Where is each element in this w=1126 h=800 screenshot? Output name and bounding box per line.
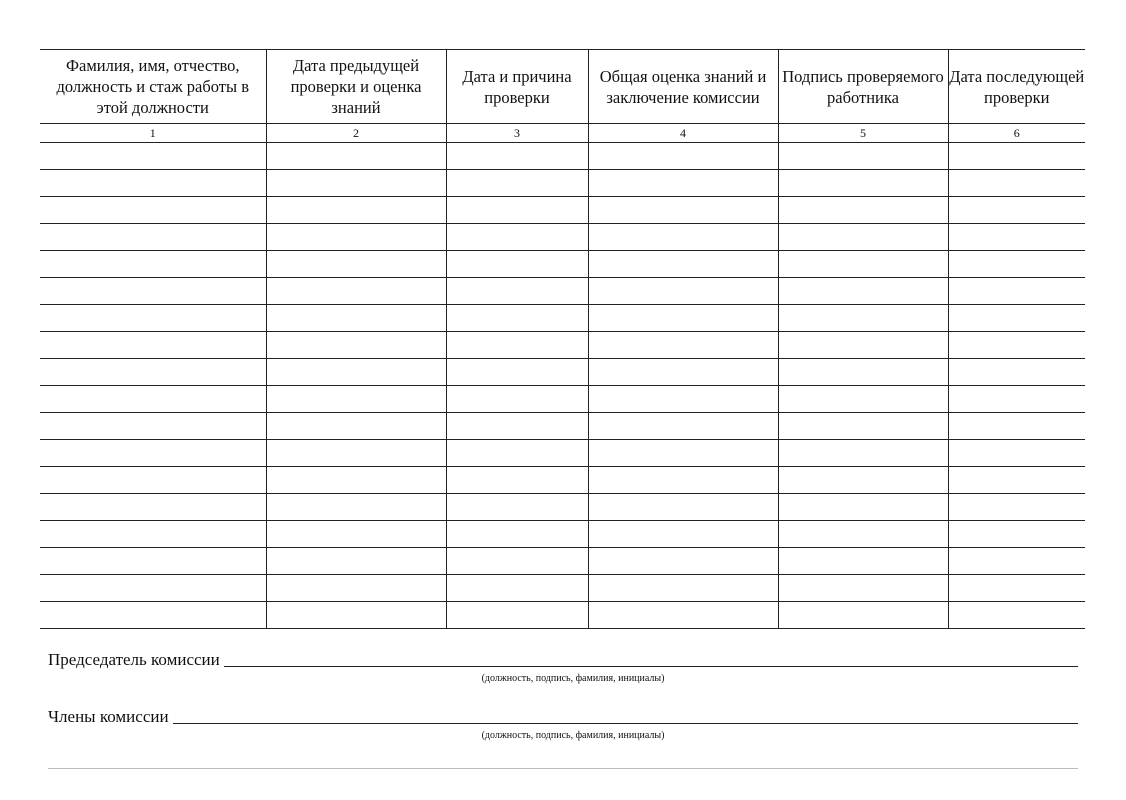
table-cell[interactable]	[778, 521, 948, 548]
table-cell[interactable]	[40, 602, 266, 629]
table-cell[interactable]	[778, 602, 948, 629]
table-cell[interactable]	[778, 467, 948, 494]
header-full-name-position: Фамилия, имя, отчество, должность и стаж работы в этой должности	[40, 50, 266, 124]
table-cell[interactable]	[778, 359, 948, 386]
table-cell[interactable]	[266, 170, 446, 197]
table-body	[40, 143, 1085, 629]
column-number-row	[40, 124, 1085, 143]
table-cell[interactable]	[446, 224, 588, 251]
table-row	[40, 521, 1085, 548]
column-number: 4	[588, 124, 778, 143]
table-cell[interactable]	[40, 494, 266, 521]
table-row	[40, 170, 1085, 197]
members-label: Члены комиссии	[48, 707, 169, 726]
table-cell[interactable]	[948, 386, 1085, 413]
table-cell[interactable]	[588, 359, 778, 386]
table-cell[interactable]	[266, 197, 446, 224]
members-signature-line[interactable]	[173, 709, 1078, 724]
table-cell[interactable]	[446, 548, 588, 575]
table-cell[interactable]	[778, 440, 948, 467]
table-cell[interactable]	[40, 251, 266, 278]
header-previous-check-date: Дата предыдущей проверки и оценка знаний	[266, 50, 446, 124]
table-cell[interactable]	[778, 548, 948, 575]
table-cell[interactable]	[778, 305, 948, 332]
header-overall-assessment: Общая оценка знаний и заключение комиссии	[588, 50, 778, 124]
header-row	[40, 50, 1085, 124]
table-cell[interactable]	[266, 494, 446, 521]
table-cell[interactable]	[446, 170, 588, 197]
table-cell[interactable]	[266, 224, 446, 251]
table-cell[interactable]	[588, 575, 778, 602]
table-cell[interactable]	[778, 413, 948, 440]
table-cell[interactable]	[778, 575, 948, 602]
table-row	[40, 548, 1085, 575]
table-cell[interactable]	[588, 494, 778, 521]
table-cell[interactable]	[778, 170, 948, 197]
table-cell[interactable]	[446, 197, 588, 224]
table-cell[interactable]	[40, 305, 266, 332]
table-row	[40, 440, 1085, 467]
table-cell[interactable]	[588, 278, 778, 305]
table-cell[interactable]	[588, 548, 778, 575]
table-cell[interactable]	[266, 602, 446, 629]
table-row	[40, 602, 1085, 629]
table-cell[interactable]	[266, 143, 446, 170]
table-cell[interactable]	[446, 440, 588, 467]
table-cell[interactable]	[588, 170, 778, 197]
table-cell[interactable]	[778, 332, 948, 359]
table-cell[interactable]	[40, 359, 266, 386]
table-cell[interactable]	[40, 170, 266, 197]
members-signature-block	[48, 707, 1078, 741]
table-row	[40, 359, 1085, 386]
table-cell[interactable]	[588, 305, 778, 332]
table-cell[interactable]	[588, 143, 778, 170]
table-cell[interactable]	[446, 305, 588, 332]
table-row	[40, 413, 1085, 440]
table-row	[40, 386, 1085, 413]
table-cell[interactable]	[40, 332, 266, 359]
chairman-label: Председатель комиссии	[48, 650, 220, 669]
table-cell[interactable]	[778, 494, 948, 521]
table-cell[interactable]	[778, 143, 948, 170]
table-row	[40, 305, 1085, 332]
table-cell[interactable]	[446, 602, 588, 629]
table-row	[40, 251, 1085, 278]
table-cell[interactable]	[948, 467, 1085, 494]
column-number: 3	[446, 124, 588, 143]
header-employee-signature: Подпись проверяемого работника	[778, 50, 948, 124]
table-cell[interactable]	[948, 332, 1085, 359]
knowledge-check-journal-table	[40, 49, 1085, 629]
table-cell[interactable]	[446, 143, 588, 170]
table-row	[40, 575, 1085, 602]
table-cell[interactable]	[266, 548, 446, 575]
table-row	[40, 224, 1085, 251]
table-cell[interactable]	[948, 251, 1085, 278]
table-cell[interactable]	[446, 278, 588, 305]
table-cell[interactable]	[588, 251, 778, 278]
table-cell[interactable]	[40, 575, 266, 602]
table-cell[interactable]	[40, 413, 266, 440]
header-check-date-reason: Дата и причина проверки	[446, 50, 588, 124]
table-cell[interactable]	[266, 359, 446, 386]
table-cell[interactable]	[40, 548, 266, 575]
table-cell[interactable]	[948, 602, 1085, 629]
table-cell[interactable]	[948, 278, 1085, 305]
chairman-caption: (должность, подпись, фамилия, инициалы)	[481, 673, 665, 684]
table-cell[interactable]	[266, 413, 446, 440]
table-cell[interactable]	[446, 521, 588, 548]
table-cell[interactable]	[40, 386, 266, 413]
column-number: 5	[778, 124, 948, 143]
table-cell[interactable]	[948, 548, 1085, 575]
table-cell[interactable]	[446, 575, 588, 602]
table-cell[interactable]	[588, 197, 778, 224]
table-cell[interactable]	[948, 224, 1085, 251]
table-cell[interactable]	[778, 197, 948, 224]
table-cell[interactable]	[948, 413, 1085, 440]
header-next-check-date: Дата последующей проверки	[948, 50, 1085, 124]
table-row	[40, 494, 1085, 521]
table-cell[interactable]	[446, 413, 588, 440]
table-cell[interactable]	[778, 224, 948, 251]
bottom-divider	[48, 768, 1078, 769]
table-cell[interactable]	[266, 440, 446, 467]
table-cell[interactable]	[588, 224, 778, 251]
table-row	[40, 197, 1085, 224]
table-cell[interactable]	[40, 278, 266, 305]
chairman-signature-line[interactable]	[224, 652, 1078, 667]
table-cell[interactable]	[588, 467, 778, 494]
table-cell[interactable]	[948, 143, 1085, 170]
table-cell[interactable]	[40, 197, 266, 224]
table-row	[40, 332, 1085, 359]
table-cell[interactable]	[948, 494, 1085, 521]
table-cell[interactable]	[588, 440, 778, 467]
table-cell[interactable]	[588, 602, 778, 629]
table-cell[interactable]	[778, 386, 948, 413]
table-cell[interactable]	[588, 413, 778, 440]
column-number: 1	[40, 124, 266, 143]
table-cell[interactable]	[778, 251, 948, 278]
table-cell[interactable]	[948, 521, 1085, 548]
column-number: 2	[266, 124, 446, 143]
table-cell[interactable]	[446, 467, 588, 494]
table-cell[interactable]	[266, 305, 446, 332]
table-cell[interactable]	[266, 521, 446, 548]
members-caption: (должность, подпись, фамилия, инициалы)	[481, 730, 665, 741]
table-cell[interactable]	[266, 386, 446, 413]
table-cell[interactable]	[40, 521, 266, 548]
table-cell[interactable]	[446, 332, 588, 359]
table-cell[interactable]	[948, 575, 1085, 602]
table-cell[interactable]	[588, 386, 778, 413]
table-cell[interactable]	[446, 494, 588, 521]
table-cell[interactable]	[948, 197, 1085, 224]
table-cell[interactable]	[446, 386, 588, 413]
table-cell[interactable]	[948, 305, 1085, 332]
table-cell[interactable]	[948, 359, 1085, 386]
table-row	[40, 278, 1085, 305]
table-cell[interactable]	[266, 467, 446, 494]
table-cell[interactable]	[266, 251, 446, 278]
table-cell[interactable]	[778, 278, 948, 305]
table-cell[interactable]	[948, 440, 1085, 467]
chairman-signature-block	[48, 650, 1078, 684]
table-cell[interactable]	[948, 170, 1085, 197]
table-cell[interactable]	[446, 251, 588, 278]
table-cell[interactable]	[266, 332, 446, 359]
table-cell[interactable]	[446, 359, 588, 386]
table-cell[interactable]	[40, 224, 266, 251]
table-row	[40, 467, 1085, 494]
table-cell[interactable]	[40, 467, 266, 494]
table-cell[interactable]	[266, 278, 446, 305]
table-cell[interactable]	[588, 521, 778, 548]
table-row	[40, 143, 1085, 170]
table-cell[interactable]	[40, 143, 266, 170]
column-number: 6	[948, 124, 1085, 143]
table-cell[interactable]	[266, 575, 446, 602]
table-cell[interactable]	[588, 332, 778, 359]
table-cell[interactable]	[40, 440, 266, 467]
